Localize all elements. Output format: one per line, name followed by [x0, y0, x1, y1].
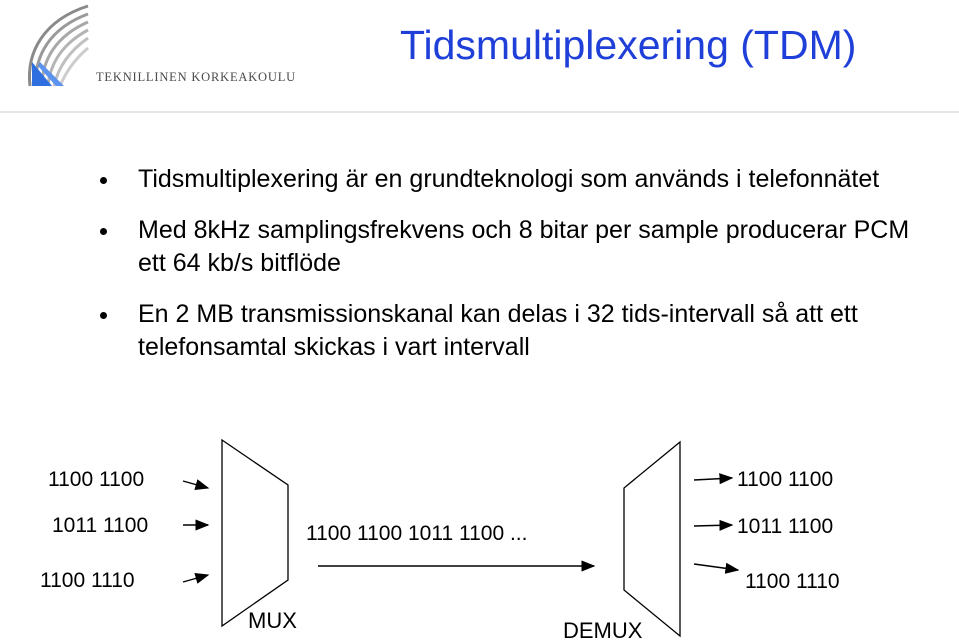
mux-block [222, 440, 288, 626]
input-stream-1: 1100 1100 [48, 468, 145, 491]
mux-label: MUX [248, 608, 297, 633]
page-title: Tidsmultiplexering (TDM) [400, 22, 857, 68]
bullet-item [100, 214, 920, 280]
demux-block [624, 442, 680, 636]
input-stream-2: 1011 1100 [52, 514, 149, 537]
output-stream-1: 1100 1100 [737, 468, 834, 491]
bullet-dot-icon [100, 312, 107, 319]
bullet-text: Tidsmultiplexering är en grundteknologi som används i telefonnätet [138, 165, 880, 193]
logo-text: TEKNILLINEN KORKEAKOULU [96, 70, 296, 84]
bullet-item [100, 163, 920, 196]
bullet-dot-icon [100, 228, 107, 235]
input-arrow [183, 575, 208, 582]
input-arrow [183, 481, 208, 488]
combined-stream: 1100 1100 1011 1100 ... [306, 522, 528, 545]
output-stream-2: 1011 1100 [737, 515, 834, 538]
bullet-text: Med 8kHz samplingsfrekvens och 8 bitar per sample producerar PCM ett 64 kb/s bitflöde [138, 216, 910, 277]
input-stream-3: 1100 1110 [40, 569, 135, 592]
tdm-diagram [0, 430, 959, 643]
logo-emblem-icon [22, 2, 94, 90]
bullet-dot-icon [100, 177, 107, 184]
title-divider [0, 111, 959, 113]
bullet-text: En 2 MB transmissionskanal kan delas i 32 tids-intervall så att ett telefonsamtal skickas i vart intervall [138, 300, 858, 361]
output-arrow [694, 525, 732, 526]
output-arrow [694, 478, 732, 480]
demux-label: DEMUX [563, 618, 643, 643]
bullet-item [100, 298, 920, 364]
university-logo [22, 2, 296, 98]
output-arrow [694, 564, 738, 570]
output-stream-3: 1100 1110 [745, 570, 840, 593]
bullet-list [100, 163, 920, 382]
